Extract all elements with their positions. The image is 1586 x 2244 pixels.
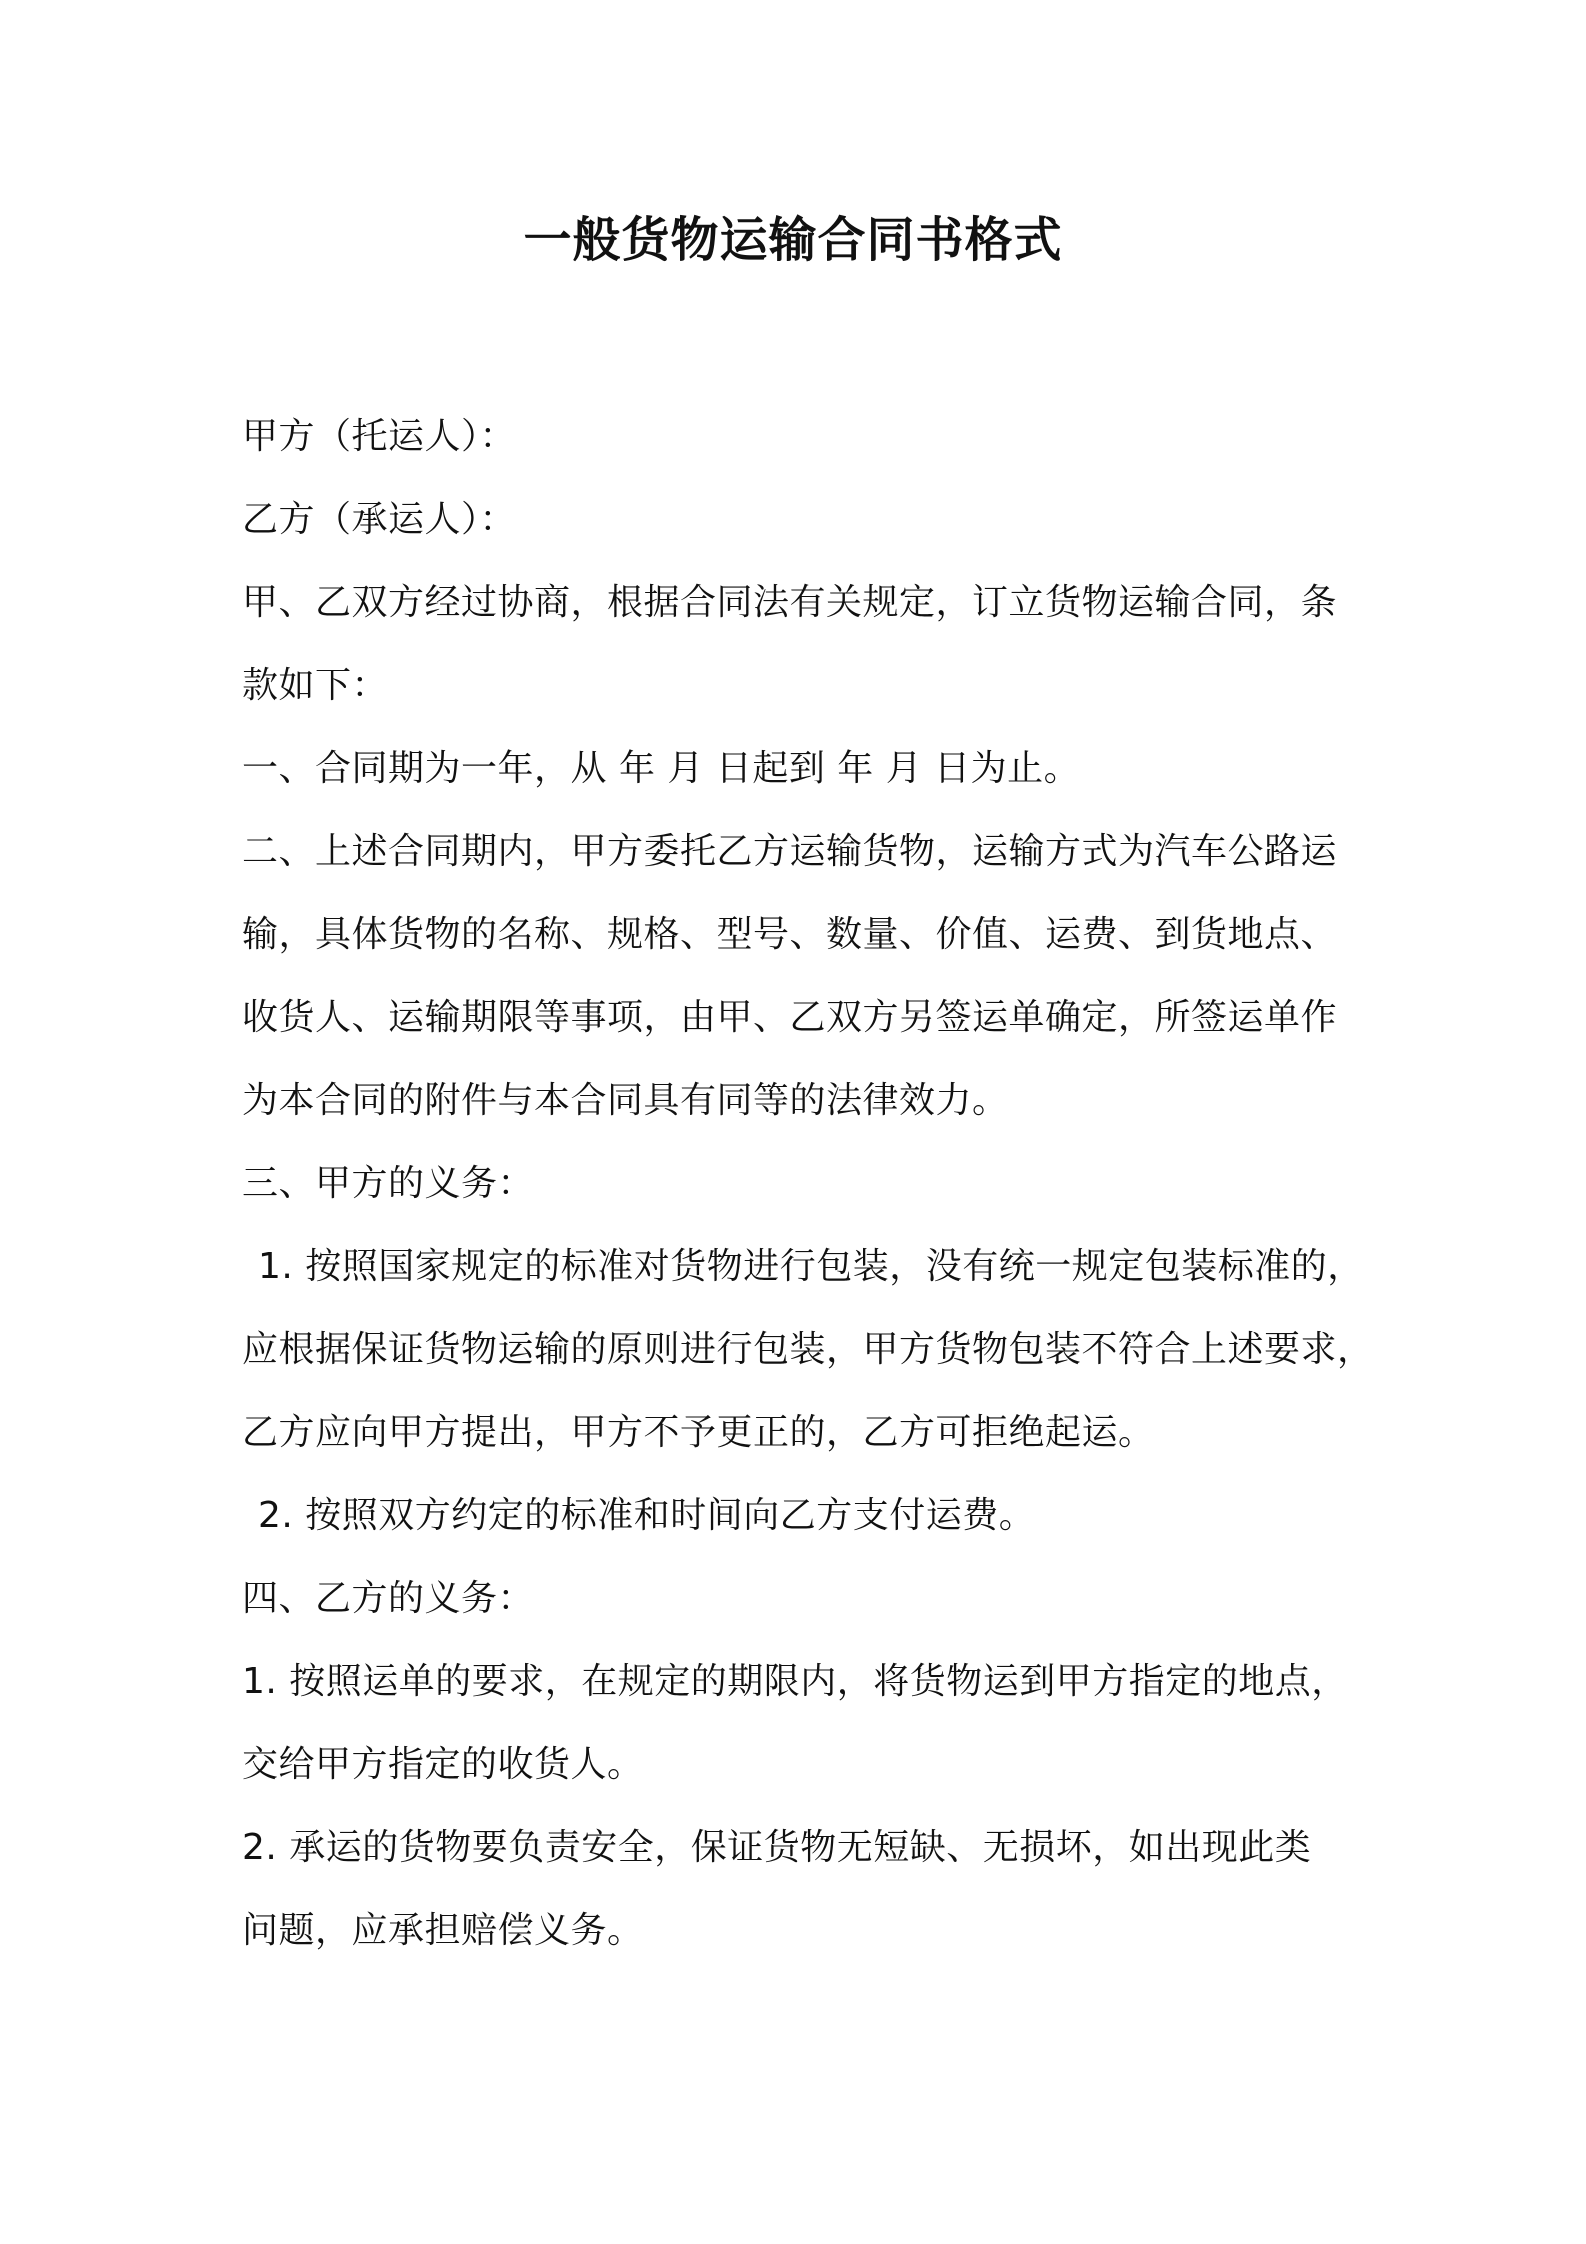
clause-3-item-1-line-1: 1. 按照国家规定的标准对货物进行包装，没有统一规定包装标准的， — [258, 1246, 1364, 1287]
clause-4-heading: 四、乙方的义务： — [242, 1578, 535, 1619]
clause-3-item-1-line-2: 应根据保证货物运输的原则进行包装，甲方货物包装不符合上述要求， — [242, 1329, 1374, 1370]
preamble-line-2: 款如下： — [242, 665, 389, 706]
clause-3-heading: 三、甲方的义务： — [242, 1163, 535, 1204]
clause-4-item-2-line-2: 问题，应承担赔偿义务。 — [242, 1910, 644, 1951]
clause-4-item-2-line-1: 2. 承运的货物要负责安全，保证货物无短缺、无损坏，如出现此类 — [242, 1827, 1312, 1868]
clause-3-item-2-line: 2. 按照双方约定的标准和时间向乙方支付运费。 — [258, 1495, 1036, 1536]
clause-3-item-1-line-3: 乙方应向甲方提出，甲方不予更正的，乙方可拒绝起运。 — [242, 1412, 1155, 1453]
party-a-line: 甲方（托运人）： — [242, 416, 517, 457]
preamble-line-1: 甲、乙双方经过协商，根据合同法有关规定，订立货物运输合同，条 — [242, 582, 1338, 623]
clause-4-item-1-line-2: 交给甲方指定的收货人。 — [242, 1744, 644, 1785]
clause-2-line-2: 输，具体货物的名称、规格、型号、数量、价值、运费、到货地点、 — [242, 914, 1338, 955]
clause-4-item-1-line-1: 1. 按照运单的要求，在规定的期限内，将货物运到甲方指定的地点， — [242, 1661, 1348, 1702]
clause-2-line-1: 二、上述合同期内，甲方委托乙方运输货物，运输方式为汽车公路运 — [242, 831, 1338, 872]
document-title: 一般货物运输合同书格式 — [523, 212, 1063, 268]
clause-2-line-3: 收货人、运输期限等事项，由甲、乙双方另签运单确定，所签运单作 — [242, 997, 1338, 1038]
party-b-line: 乙方（承运人）： — [242, 499, 517, 540]
clause-2-line-4: 为本合同的附件与本合同具有同等的法律效力。 — [242, 1080, 1009, 1121]
clause-1-line: 一、合同期为一年，从 年 月 日起到 年 月 日为止。 — [242, 748, 1081, 789]
